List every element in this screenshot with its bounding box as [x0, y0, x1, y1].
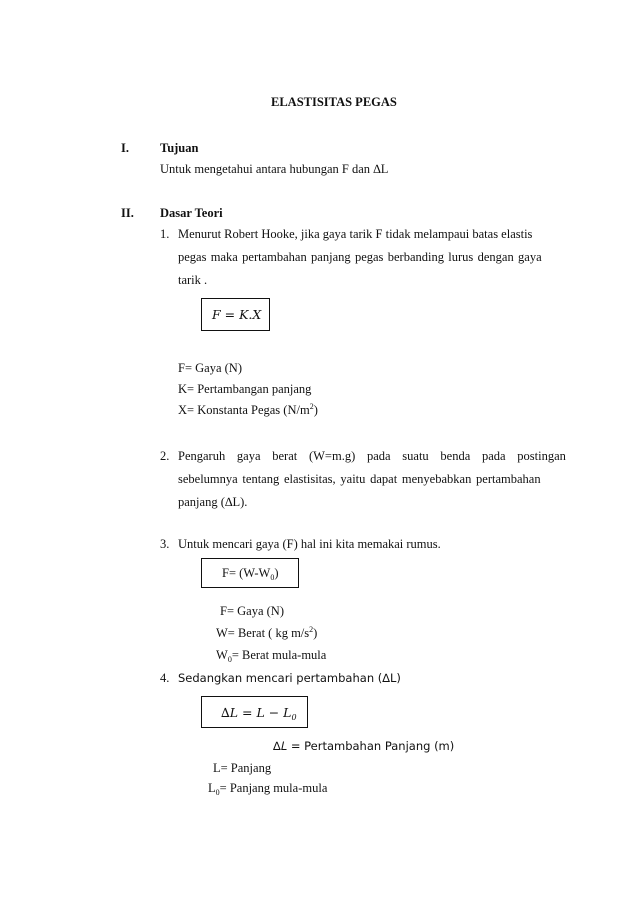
item-3-def-w0: $W_0=$ Berat mula-mula	[216, 648, 327, 664]
section-2-heading: Dasar Teori	[160, 206, 223, 220]
item-4-def-delta-l: ∆𝐿 = Pertambahan Panjang (m)	[273, 739, 455, 753]
item-3-number: 3.	[160, 537, 170, 551]
section-2-number: II.	[121, 206, 134, 220]
item-3-line-1: Untuk mencari gaya (F) hal ini kita memakai rumus.	[178, 537, 441, 551]
item-2-number: 2.	[160, 449, 170, 463]
item-4-def-l0: $L_0=$ Panjang mula-mula	[208, 781, 328, 797]
section-1-text: Untuk mengetahui antara hubungan F dan ∆L	[160, 162, 389, 176]
section-1-heading: Tujuan	[160, 141, 199, 155]
formula-box-3	[201, 696, 308, 728]
item-3-def-w: W= Berat ( kg $m/s^2$)	[216, 625, 318, 640]
item-1-def-f: F= Gaya (N)	[178, 361, 242, 375]
section-1-number: I.	[121, 141, 129, 155]
item-2-line-3: panjang (∆L).	[178, 495, 248, 509]
item-4-line-1: Sedangkan mencari pertambahan (∆L)	[178, 671, 401, 685]
item-1-def-x: X= Konstanta Pegas $(N/m^2)$	[178, 402, 318, 417]
page-title: ELASTISITAS PEGAS	[271, 95, 397, 109]
item-1-number: 1.	[160, 227, 170, 241]
item-1-line-2: pegas maka pertambahan panjang pegas berbanding lurus dengan gaya	[178, 250, 542, 264]
formula-force: $F= (W-W_0)$	[222, 566, 279, 582]
item-1-line-3: tarik .	[178, 273, 208, 287]
item-4-number: 4.	[160, 671, 170, 685]
formula-box-2	[201, 558, 299, 588]
formula-hooke: 𝐹 = 𝐾.X	[212, 307, 262, 322]
item-4-def-l: L= Panjang	[213, 761, 272, 775]
item-1-line-1: Menurut Robert Hooke, jika gaya tarik F tidak melampaui batas elastis	[178, 227, 533, 241]
item-2-line-1: Pengaruh gaya berat (W=m.g) pada suatu benda pada postingan	[178, 449, 566, 463]
item-3-def-f: F= Gaya (N)	[220, 604, 284, 618]
item-2-line-2: sebelumnya tentang elastisitas, yaitu dapat menyebabkan pertambahan	[178, 472, 541, 486]
formula-box-1	[201, 298, 270, 331]
formula-delta-l: ∆𝐿 = 𝐿 − 𝐿$_0$	[221, 705, 297, 722]
item-1-def-k: K= Pertambangan panjang	[178, 382, 312, 396]
